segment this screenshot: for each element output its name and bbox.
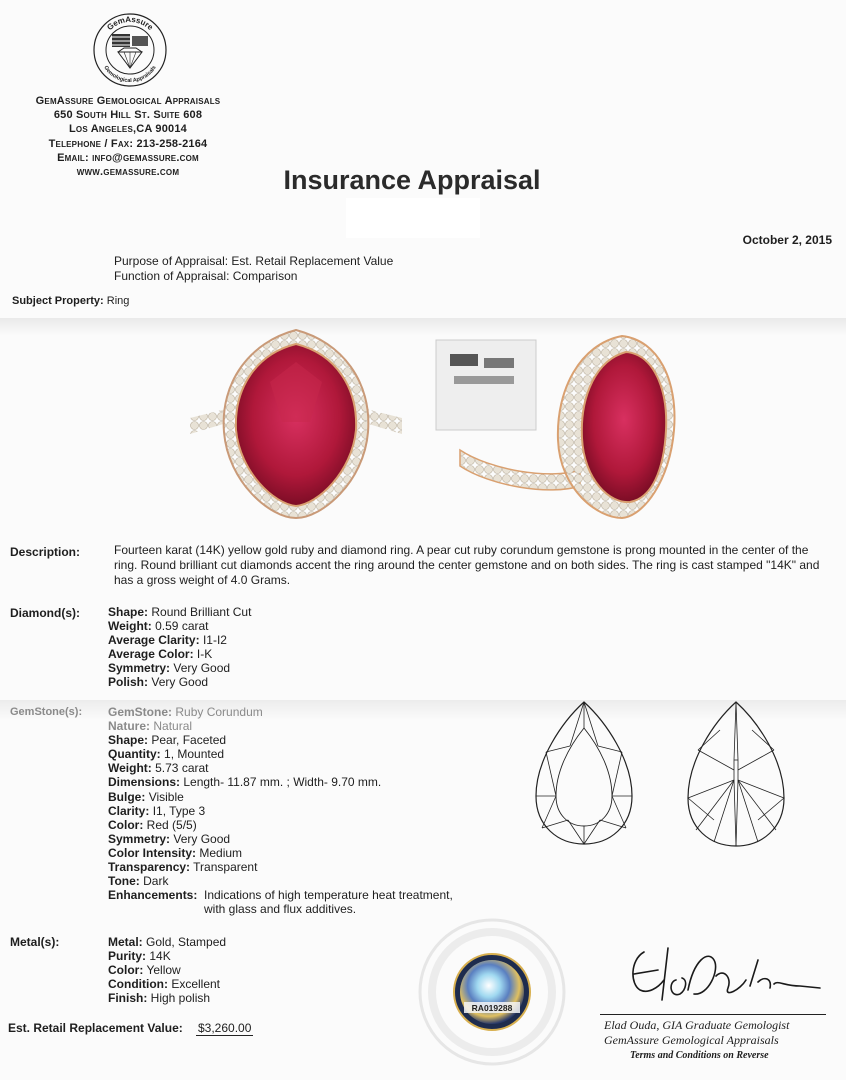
diamond-color: Average Color: I-K — [108, 647, 213, 662]
enhancement-line: Indications of high temperature heat treatment, — [204, 888, 453, 903]
pear-pavilion-diagram — [684, 700, 788, 848]
diamond-weight: Weight: 0.59 carat — [108, 619, 209, 634]
description-text: Fourteen karat (14K) yellow gold ruby and diamond ring. A pear cut ruby corundum gemstone is prong mounted in the center of the ring. Round brilliant cut diamonds accent the ring around the center gemstone and on both sides. The ring is cast stamped "14K" and has a gross weight of 4.0 Grams. — [114, 543, 820, 587]
terms-note: Terms and Conditions on Reverse — [630, 1050, 769, 1061]
subject-property — [12, 295, 129, 307]
redacted-box — [346, 198, 480, 238]
purpose-block — [114, 254, 393, 284]
gemstones-label: GemStone(s): — [10, 706, 83, 718]
gemstone-specs — [108, 705, 453, 918]
company-city: Los Angeles,CA 90014 — [69, 123, 187, 136]
ring-photo-side — [430, 330, 692, 526]
pear-crown-diagram — [532, 700, 636, 846]
diamonds-label: Diamond(s): — [10, 606, 80, 620]
hologram-seal — [402, 918, 570, 1068]
company-street: 650 South Hill St. Suite 608 — [53, 109, 203, 122]
gemstone-weight: Weight: 5.73 carat — [108, 761, 209, 776]
gemassure-logo — [92, 12, 168, 88]
gemstone-quantity: Quantity: 1, Mounted — [108, 747, 225, 762]
metal-type: Metal: Gold, Stamped — [108, 935, 227, 949]
metal-color: Color: Yellow — [108, 963, 181, 978]
value-label: Est. Retail Replacement Value: — [8, 1021, 183, 1035]
company-name: GemAssure Gemological Appraisals — [35, 95, 221, 107]
gemstone-dimensions: Dimensions: Length- 11.87 mm. ; Width- 9.70 mm. — [108, 775, 382, 790]
metals-label: Metal(s): — [10, 935, 60, 949]
gemstone-color: Color: Red (5/5) — [108, 817, 197, 832]
signature-line — [600, 1014, 826, 1015]
svg-text:GemAssure — [105, 15, 155, 32]
logo-arc-bottom: Gemological Appraisals — [102, 64, 158, 85]
gemstone-shape: Shape: Pear, Faceted — [108, 733, 227, 748]
diamond-symmetry: Symmetry: Very Good — [108, 661, 231, 676]
metal-finish: Finish: High polish — [108, 991, 211, 1006]
diamond-polish: Polish: Very Good — [108, 675, 209, 690]
gemstone-clarity: Clarity: I1, Type 3 — [108, 803, 206, 818]
gemstone-enhancements: Enhancements: Indications of high temperature heat treatment, with glass and flux additives. — [108, 888, 453, 917]
paper-fold — [0, 318, 846, 336]
metal-specs — [108, 935, 226, 1005]
value-amount: $3,260.00 — [198, 1021, 252, 1035]
gemstone-color-intensity: Color Intensity: Medium — [108, 845, 243, 860]
metal-purity: Purity: 14K — [108, 949, 171, 964]
seal-id: RA019288 — [471, 1003, 513, 1013]
gemstone-transparency: Transparency: Transparent — [108, 860, 258, 875]
diamond-shape: Shape: Round Brilliant Cut — [108, 605, 252, 619]
subject-label: Subject Property: — [12, 295, 104, 307]
company-website: www.gemassure.com — [76, 166, 180, 179]
gemstone-bulge: Bulge: Visible — [108, 789, 184, 804]
description-label: Description: — [10, 545, 81, 559]
diamond-specs — [108, 605, 251, 690]
enhancement-line: with glass and flux additives. — [204, 902, 357, 917]
metal-condition: Condition: Excellent — [108, 977, 221, 992]
ring-photo-front — [190, 322, 402, 527]
logo-arc-top: GemAssure — [105, 14, 155, 33]
gemstone-symmetry: Symmetry: Very Good — [108, 831, 231, 846]
company-phone: Telephone / Fax: 213-258-2164 — [48, 137, 208, 150]
document-title: Insurance Appraisal — [283, 165, 541, 195]
gemstone-tone: Tone: Dark — [108, 874, 169, 889]
appraisal-date: October 2, 2015 — [742, 233, 832, 247]
appraiser-company: GemAssure Gemological Appraisals — [604, 1033, 779, 1047]
subject-value: Ring — [106, 295, 130, 307]
purpose-of-appraisal: Purpose of Appraisal: Est. Retail Replacement Value — [114, 254, 394, 268]
appraiser-name: Elad Ouda, GIA Graduate Gemologist — [604, 1018, 790, 1032]
signature-graphic — [624, 940, 824, 1010]
gemstone-type: GemStone: Ruby Corundum — [108, 705, 263, 719]
company-email: Email: info@gemassure.com — [57, 151, 199, 164]
gemstone-nature: Nature: Natural — [108, 719, 193, 734]
function-of-appraisal: Function of Appraisal: Comparison — [114, 269, 298, 283]
diamond-clarity: Average Clarity: I1-I2 — [108, 633, 227, 648]
